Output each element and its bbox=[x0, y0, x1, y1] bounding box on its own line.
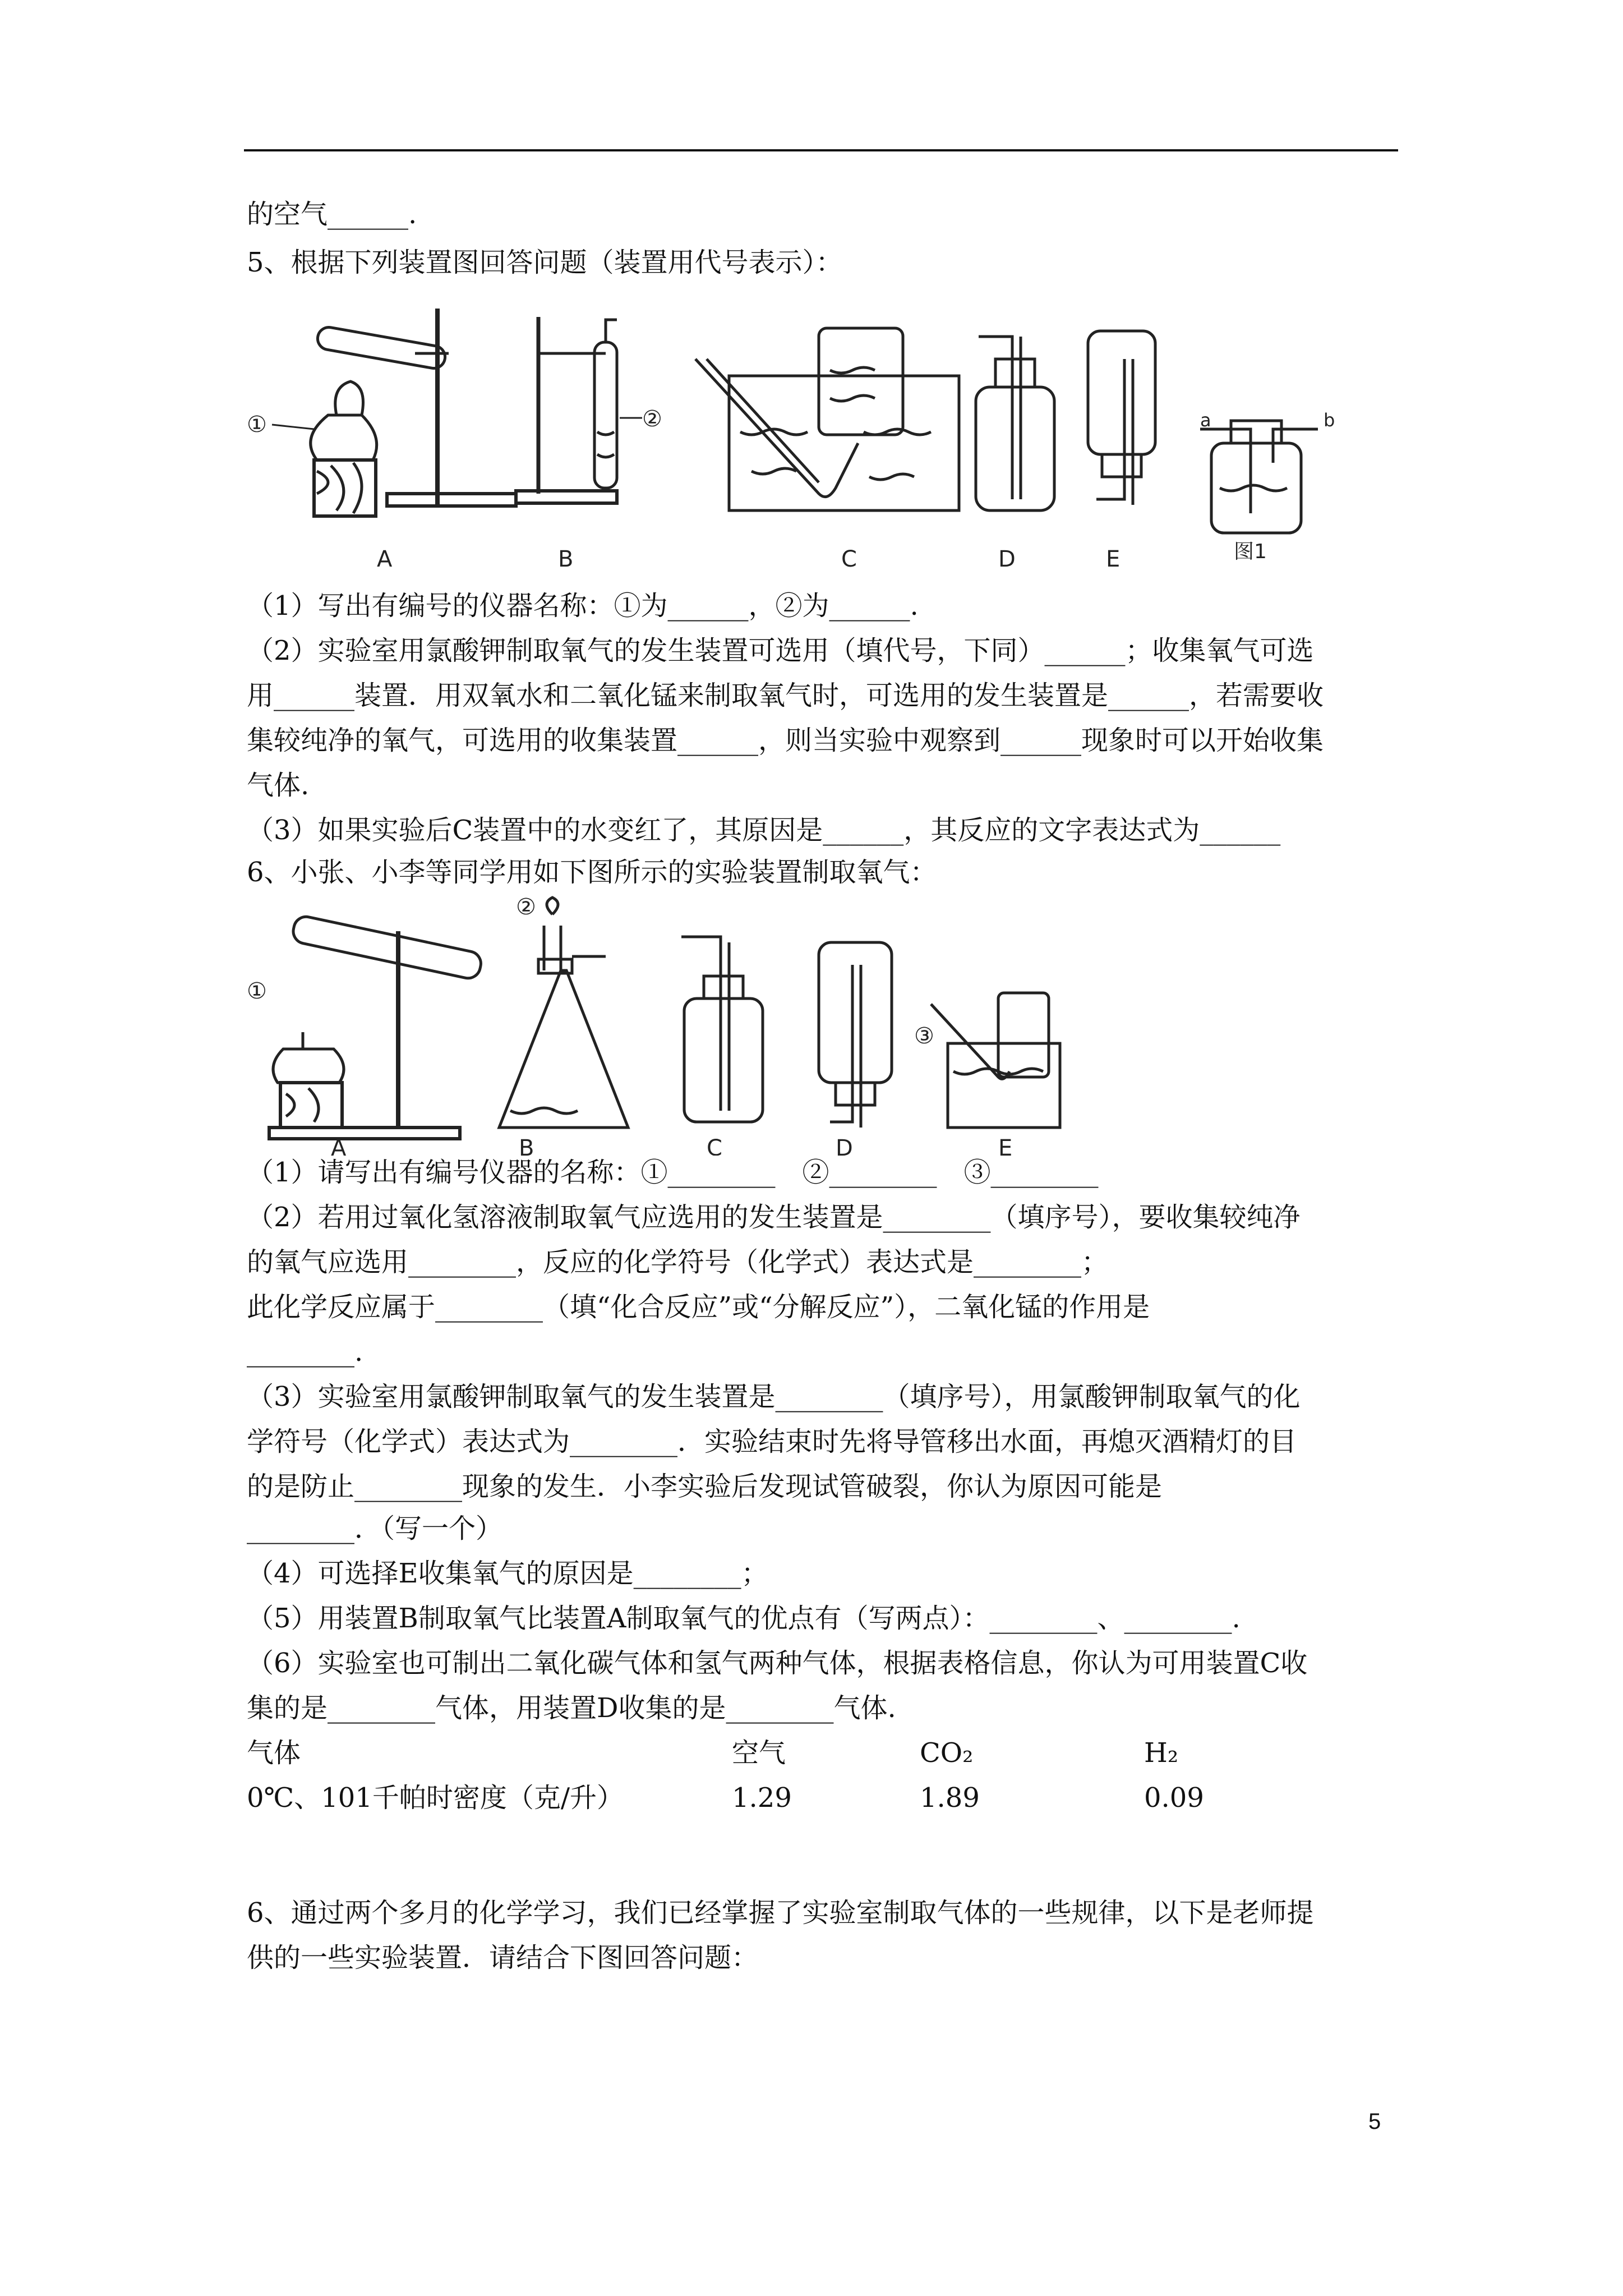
label-c: C bbox=[841, 546, 857, 572]
text-line-4: （2）实验室用氯酸钾制取氧气的发生装置可选用（填代号，下同）______；收集氧气可选 bbox=[247, 635, 1314, 666]
text-line-10: （1）请写出有编号仪器的名称：①________ ②________ ③________ bbox=[247, 1157, 1099, 1188]
text-line-1: 的空气______. bbox=[247, 199, 417, 230]
text-line-5: 用______装置．用双氧水和二氧化锰来制取氧气时，可选用的发生装置是______，若需要收 bbox=[247, 680, 1324, 711]
apparatus-e2 bbox=[931, 993, 1060, 1128]
text-line-15: （3）实验室用氯酸钾制取氧气的发生装置是________（填序号），用氯酸钾制取氧气的化 bbox=[247, 1381, 1301, 1412]
apparatus-c2 bbox=[681, 937, 763, 1122]
page-number: 5 bbox=[1368, 2109, 1381, 2134]
label-num1: ① bbox=[247, 412, 267, 438]
table-header-gas: 气体 bbox=[247, 1737, 301, 1769]
apparatus-d bbox=[976, 337, 1054, 510]
question-5-title: 5、根据下列装置图回答问题（装置用代号表示）： bbox=[247, 247, 843, 278]
text-line-24: 供的一些实验装置．请结合下图回答问题： bbox=[247, 1942, 759, 1973]
apparatus-d2 bbox=[819, 942, 892, 1128]
question-6-title: 6、小张、小李等同学用如下图所示的实验装置制取氧气： bbox=[247, 857, 937, 888]
apparatus-b2 bbox=[499, 898, 628, 1128]
question-6b-title: 6、通过两个多月的化学学习，我们已经掌握了实验室制取气体的一些规律，以下是老师提 bbox=[247, 1897, 1314, 1929]
figure-apparatus-set-1 bbox=[247, 292, 1368, 572]
apparatus-a bbox=[311, 309, 516, 516]
figure-apparatus-set-2 bbox=[247, 892, 1172, 1156]
text-line-14: ________. bbox=[247, 1336, 363, 1368]
table-row-label: 0℃、101千帕时密度（克/升） bbox=[247, 1782, 624, 1814]
label-2-num1: ① bbox=[247, 978, 267, 1004]
label-e: E bbox=[1106, 546, 1121, 572]
text-line-7: 气体. bbox=[247, 770, 310, 801]
apparatus-c bbox=[695, 328, 959, 510]
label-b-port: b bbox=[1324, 409, 1335, 431]
label-num2: ② bbox=[642, 406, 662, 432]
table-header-air: 空气 bbox=[732, 1737, 786, 1769]
label-2-b: B bbox=[519, 1135, 534, 1156]
table-value-h2: 0.09 bbox=[1144, 1782, 1204, 1814]
apparatus-b bbox=[516, 317, 617, 503]
text-line-20: （5）用装置B制取氧气比装置A制取氧气的优点有（写两点）：________、________. bbox=[247, 1603, 1241, 1634]
header-rule bbox=[244, 149, 1398, 151]
label-2-e: E bbox=[998, 1135, 1013, 1156]
label-2-num3: ③ bbox=[914, 1023, 934, 1049]
label-2-a: A bbox=[331, 1135, 347, 1156]
label-2-d: D bbox=[836, 1135, 853, 1156]
text-line-12: 的氧气应选用________，反应的化学符号（化学式）表达式是________； bbox=[247, 1246, 1109, 1278]
label-2-num2: ② bbox=[516, 894, 536, 920]
label-2-c: C bbox=[707, 1135, 722, 1156]
label-d: D bbox=[998, 546, 1016, 572]
text-line-13: 此化学反应属于________（填“化合反应”或“分解反应”），二氧化锰的作用是 bbox=[247, 1291, 1150, 1323]
apparatus-fig1 bbox=[1200, 421, 1318, 533]
text-line-17: 的是防止________现象的发生．小李实验后发现试管破裂，你认为原因可能是 bbox=[247, 1471, 1163, 1502]
text-line-19: （4）可选择E收集氧气的原因是________； bbox=[247, 1558, 768, 1589]
text-line-11: （2）若用过氧化氢溶液制取氧气应选用的发生装置是________（填序号），要收集较纯净 bbox=[247, 1202, 1301, 1233]
label-b: B bbox=[558, 546, 574, 572]
apparatus-a2 bbox=[269, 914, 483, 1139]
text-line-22: 集的是________气体，用装置D收集的是________气体. bbox=[247, 1692, 896, 1724]
table-header-h2: H₂ bbox=[1144, 1737, 1179, 1769]
text-line-18: ________．（写一个） bbox=[247, 1513, 503, 1544]
apparatus-e bbox=[1088, 331, 1155, 505]
text-line-16: 学符号（化学式）表达式为________．实验结束时先将导管移出水面，再熄灭酒精灯的目 bbox=[247, 1426, 1297, 1457]
text-line-21: （6）实验室也可制出二氧化碳气体和氢气两种气体，根据表格信息，你认为可用装置C收 bbox=[247, 1648, 1308, 1679]
label-a-port: a bbox=[1200, 409, 1211, 431]
table-header-co2: CO₂ bbox=[920, 1737, 974, 1769]
label-figure-1: 图1 bbox=[1234, 540, 1267, 563]
text-line-8: （3）如果实验后C装置中的水变红了，其原因是______，其反应的文字表达式为______ bbox=[247, 815, 1281, 846]
table-value-air: 1.29 bbox=[732, 1782, 792, 1814]
text-line-6: 集较纯净的氧气，可选用的收集装置______，则当实验中观察到______现象时可以开始收集 bbox=[247, 725, 1324, 756]
table-value-co2: 1.89 bbox=[920, 1782, 980, 1814]
label-a: A bbox=[377, 546, 393, 572]
text-line-3: （1）写出有编号的仪器名称：①为______，②为______. bbox=[247, 590, 919, 622]
